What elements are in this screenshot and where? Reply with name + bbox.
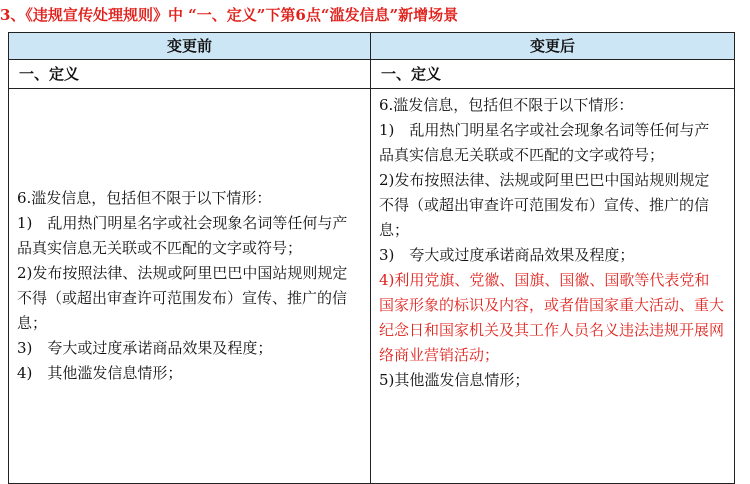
section-title-before: 一、定义 <box>9 60 371 89</box>
section-heading: 3、《违规宣传处理规则》中 “一、定义”下第6点“滥发信息”新增场景 <box>0 6 459 24</box>
after-new-item-4: 4)利用党旗、党徽、国旗、国徽、国歌等代表党和国家形象的标识及内容，或者借国家重大活动、重大纪念日和国家机关及其工作人员名义违法违规开展网络商业营销活动； <box>379 271 725 364</box>
column-header-after: 变更后 <box>371 33 735 60</box>
before-content <box>9 89 371 484</box>
before-item-4: 4) 其他滥发信息情形； <box>17 364 183 382</box>
table-header-row <box>9 33 735 60</box>
content-row <box>9 89 735 484</box>
after-intro: 6.滥发信息，包括但不限于以下情形： <box>379 96 634 114</box>
after-item-3: 3) 夸大或过度承诺商品效果及程度； <box>379 246 635 264</box>
after-item-1: 1) 乱用热门明星名字或社会现象名词等任何与产品真实信息无关联或不匹配的文字或符号； <box>379 121 710 164</box>
before-item-3: 3) 夸大或过度承诺商品效果及程度； <box>17 339 273 357</box>
after-item-5: 5)其他滥发信息情形； <box>379 371 530 389</box>
after-content <box>371 89 735 484</box>
after-item-2: 2)发布按照法律、法规或阿里巴巴中国站规则规定不得（或超出审查许可范围发布）宣传、推广的信息； <box>379 171 710 239</box>
comparison-table <box>8 32 735 484</box>
section-title-after: 一、定义 <box>371 60 735 89</box>
before-item-2: 2)发布按照法律、法规或阿里巴巴中国站规则规定不得（或超出审查许可范围发布）宣传、推广的信息； <box>17 264 348 332</box>
section-row <box>9 60 735 89</box>
before-intro: 6.滥发信息，包括但不限于以下情形： <box>17 189 272 207</box>
column-header-before: 变更前 <box>9 33 371 60</box>
before-item-1: 1) 乱用热门明星名字或社会现象名词等任何与产品真实信息无关联或不匹配的文字或符号； <box>17 214 348 257</box>
